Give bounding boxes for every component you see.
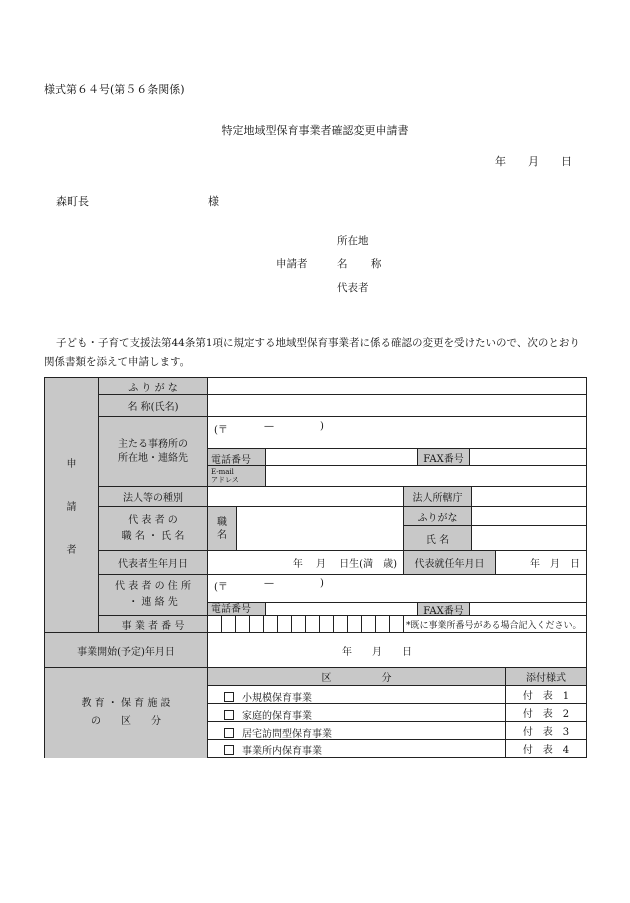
email-field[interactable] (266, 466, 587, 487)
furigana-field[interactable] (208, 378, 587, 395)
rep-start-label: 代表就任年月日 (404, 551, 496, 575)
phone-label: 電話番号 (208, 449, 266, 466)
start-date-field[interactable] (208, 633, 587, 668)
operator-number-label: 事 業 者 番 号 (99, 616, 208, 633)
rep-title-name-label (99, 507, 208, 551)
digit-box[interactable] (348, 616, 362, 633)
digit-box[interactable] (306, 616, 320, 633)
rep-fax-field[interactable] (470, 603, 587, 616)
attach-form: 付 表 1 (506, 686, 587, 704)
digit-box[interactable] (390, 616, 404, 633)
facility-label-line: 教 育 ・ 保 育 施 設 (81, 698, 171, 709)
facility-label (45, 668, 208, 758)
date-year-label: 年 (495, 155, 506, 168)
phone-field[interactable] (266, 449, 418, 466)
corp-authority-field[interactable] (472, 487, 587, 507)
rep-address-line: ・ 連 絡 先 (128, 597, 178, 608)
rep-furigana-field[interactable] (472, 507, 587, 526)
addressee-suffix: 様 (208, 195, 219, 208)
addressee: 森町長 (56, 195, 89, 208)
facility-option-label: 居宅訪問型保育事業 (242, 729, 332, 740)
corp-type-field[interactable] (208, 487, 404, 507)
attach-form: 付 表 3 (506, 722, 587, 740)
name-field[interactable] (208, 395, 587, 417)
email-label-line: アドレス (211, 476, 239, 484)
rep-title-field[interactable] (237, 507, 404, 551)
postal-prefix: (〒 (214, 425, 228, 436)
date-day-label: 日 (561, 155, 572, 168)
date-month-label: 月 (528, 155, 539, 168)
facility-option[interactable] (208, 686, 506, 704)
office-address-line: 所在地・連絡先 (118, 452, 188, 464)
rep-birth-label: 代表者生年月日 (99, 551, 208, 575)
start-date-value: 年 月 日 (342, 646, 412, 658)
corp-authority-label: 法人所轄庁 (404, 487, 472, 507)
digit-box[interactable] (236, 616, 250, 633)
operator-note: *既に事業所番号がある場合記入ください。 (406, 621, 582, 631)
attach-form: 付 表 4 (506, 740, 587, 757)
rep-phone-field[interactable] (266, 603, 418, 616)
title-label (208, 507, 237, 551)
office-postal-field[interactable] (208, 417, 587, 449)
rep-name-field[interactable] (472, 526, 587, 551)
full-name-label: 氏 名 (404, 526, 472, 551)
checkbox[interactable] (224, 745, 234, 755)
operator-number-field[interactable] (208, 616, 587, 633)
application-form-table (44, 377, 587, 758)
digit-box[interactable] (334, 616, 348, 633)
attach-header: 添付様式 (506, 668, 587, 686)
furigana2-label: ふりがな (404, 507, 472, 526)
rep-start-field[interactable] (496, 551, 587, 575)
fax-label: FAX番号 (418, 449, 470, 466)
rep-title-name-line: 職 名 ・ 氏 名 (121, 530, 185, 542)
category-header: 区 分 (208, 668, 506, 686)
facility-option-label: 家庭的保育事業 (242, 711, 312, 722)
digit-box[interactable] (362, 616, 376, 633)
digit-box[interactable] (250, 616, 264, 633)
corp-type-label: 法人等の種別 (99, 487, 208, 507)
facility-label-line: の 区 分 (91, 716, 161, 727)
digit-box[interactable] (292, 616, 306, 633)
rep-address-line: 代 表 者 の 住 所 (115, 581, 191, 592)
postal-close: ) (320, 421, 324, 432)
facility-option[interactable] (208, 740, 506, 757)
attach-form: 付 表 2 (506, 704, 587, 722)
postal-dash: — (264, 578, 274, 589)
facility-option[interactable] (208, 722, 506, 740)
checkbox[interactable] (224, 692, 234, 702)
digit-box[interactable] (376, 616, 390, 633)
email-label-line: E-mail (211, 468, 234, 476)
applicant-representative-label: 代表者 (337, 282, 369, 294)
checkbox[interactable] (224, 728, 234, 738)
rep-address-label (99, 575, 208, 616)
furigana-label: ふ り が な (99, 378, 208, 395)
digit-box[interactable] (264, 616, 278, 633)
digit-box[interactable] (208, 616, 222, 633)
start-date-label: 事業開始(予定)年月日 (45, 633, 208, 668)
name-label: 名 称(氏名) (99, 395, 208, 417)
postal-prefix: (〒 (214, 582, 228, 593)
facility-option-label: 事業所内保育事業 (242, 746, 322, 757)
applicant-name-label: 名 称 (337, 258, 392, 270)
rep-fax-label: FAX番号 (418, 603, 470, 616)
fax-field[interactable] (470, 449, 587, 466)
applicant-label: 申請者 (276, 258, 308, 270)
date-line (473, 153, 572, 169)
rep-phone-label: 電話番号 (208, 603, 266, 616)
facility-option[interactable] (208, 704, 506, 722)
digit-box[interactable] (320, 616, 334, 633)
rep-postal-field[interactable] (208, 575, 587, 603)
side-char: 請 (66, 501, 77, 513)
rep-birth-field[interactable] (208, 551, 404, 575)
applicant-side-label (45, 378, 99, 633)
side-char: 者 (66, 544, 77, 556)
facility-option-label: 小規模保育事業 (242, 693, 312, 704)
office-address-line: 主たる事務所の (118, 438, 188, 450)
document-title: 特定地域型保育事業者確認変更申請書 (221, 124, 409, 137)
title-label-char: 職 (217, 516, 227, 528)
email-label (208, 466, 266, 487)
postal-dash: — (264, 421, 274, 432)
title-label-char: 名 (217, 529, 227, 541)
checkbox[interactable] (224, 710, 234, 720)
rep-start-value: 年 月 日 (530, 559, 580, 570)
rep-birth-value: 年 月 日生(満 歳) (292, 559, 397, 570)
side-char: 申 (66, 458, 77, 470)
applicant-address-label: 所在地 (337, 235, 369, 247)
postal-close: ) (320, 578, 324, 589)
rep-title-name-line: 代 表 者 の (128, 514, 178, 526)
office-address-label (99, 417, 208, 487)
digit-box[interactable] (222, 616, 236, 633)
digit-box[interactable] (278, 616, 292, 633)
form-code: 様式第６４号(第５６条関係) (44, 83, 185, 96)
intro-text: 子ども・子育て支援法第44条第1項に規定する地域型保育事業者に係る確認の変更を受けたいので、次のとおり関係書類を添えて申請します。 (44, 337, 580, 368)
